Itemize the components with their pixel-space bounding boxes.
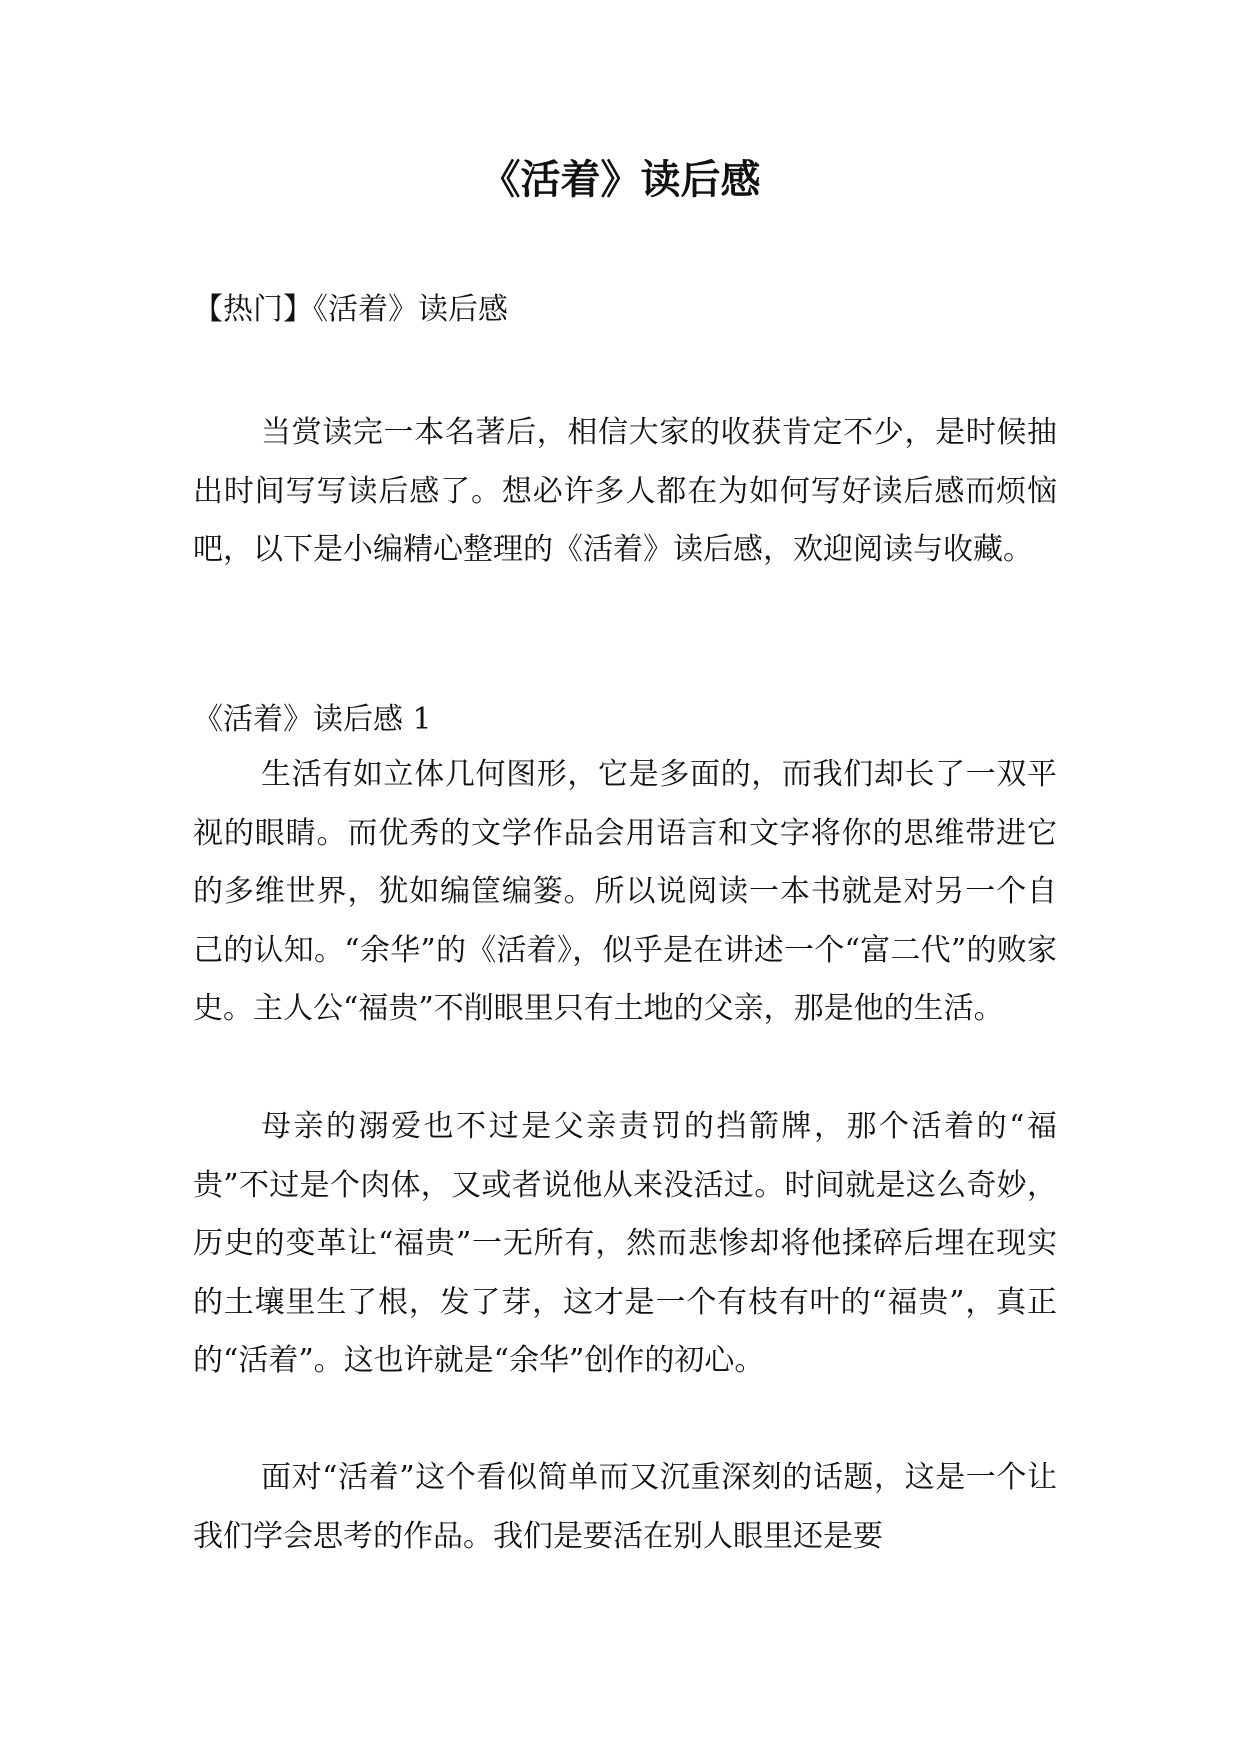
essay-heading: 《活着》读后感 1 — [193, 702, 432, 737]
essay-paragraph: 面对“活着”这个看似简单而又沉重深刻的话题，这是一个让我们学会思考的作品。我们是要活在别人眼里还是要 — [193, 1460, 1057, 1554]
essay-paragraph: 生活有如立体几何图形，它是多面的，而我们却长了一双平视的眼睛。而优秀的文学作品会用语言和文字将你的思维带进它的多维世界，犹如编筐编篓。所以说阅读一本书就是对另一个自己的认知。“余华”的《活着》，似乎是在讲述一个“富二代”的败家史。主人公“福贵”不削眼里只有土地的父亲，那是他的生活。 — [193, 757, 1057, 1026]
document-subtitle: 【热门】《活着》读后感 — [193, 292, 508, 327]
document-title: 《活着》读后感 — [480, 157, 761, 203]
essay-paragraph: 母亲的溺爱也不过是父亲责罚的挡箭牌，那个活着的“福贵”不过是个肉体，又或者说他从来没活过。时间就是这么奇妙，历史的变革让“福贵”一无所有，然而悲惨却将他揉碎后埋在现实的土壤里生了根，发了芽，这才是一个有枝有叶的“福贵”，真正的“活着”。这也许就是“余华”创作的初心。 — [193, 1109, 1057, 1378]
intro-paragraph: 当赏读完一本名著后，相信大家的收获肯定不少，是时候抽出时间写写读后感了。想必许多人都在为如何写好读后感而烦恼吧，以下是小编精心整理的《活着》读后感，欢迎阅读与收藏。 — [193, 415, 1057, 567]
